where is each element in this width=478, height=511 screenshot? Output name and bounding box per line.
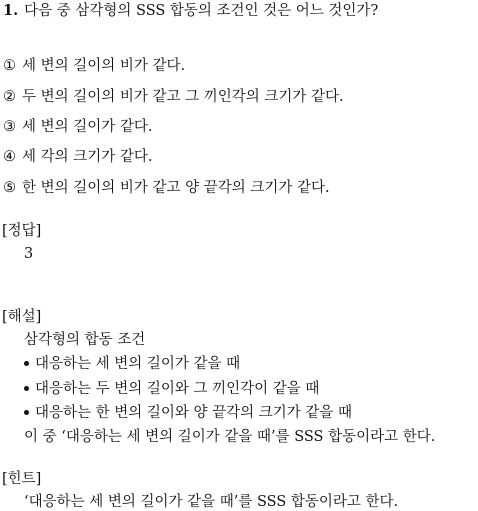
option-5 xyxy=(3,179,330,197)
question-text: 다음 중 삼각형의 SSS 합동의 조건인 것은 어느 것인가? xyxy=(24,3,379,19)
explanation-bullet-2 xyxy=(24,380,319,398)
explanation-bullet-3 xyxy=(24,404,352,422)
option-number: ② xyxy=(3,89,16,105)
question-number: 1. xyxy=(3,2,19,19)
option-text: 한 변의 길이의 비가 같고 양 끝각의 크기가 같다. xyxy=(22,180,330,196)
option-4 xyxy=(3,148,153,166)
option-number: ⑤ xyxy=(3,180,16,196)
option-3 xyxy=(3,118,153,136)
option-number: ① xyxy=(3,58,16,74)
option-2 xyxy=(3,88,344,106)
bullet-text: 대응하는 한 변의 길이와 양 끝각의 크기가 같을 때 xyxy=(35,405,353,421)
option-1 xyxy=(3,57,185,75)
bullet-icon xyxy=(24,410,29,415)
explanation-conclusion: 이 중 ‘대응하는 세 변의 길이가 같을 때’를 SSS 합동이라고 한다. xyxy=(24,429,436,445)
bullet-icon xyxy=(24,361,29,366)
option-text: 세 변의 길이의 비가 같다. xyxy=(22,58,186,74)
explanation-label: [해설] xyxy=(2,309,42,325)
answer-value: 3 xyxy=(24,246,34,262)
bullet-text: 대응하는 세 변의 길이가 같을 때 xyxy=(35,356,241,372)
bullet-icon xyxy=(24,386,29,391)
bullet-text: 대응하는 두 변의 길이와 그 끼인각이 같을 때 xyxy=(35,381,320,397)
answer-label: [정답] xyxy=(2,223,42,239)
option-number: ③ xyxy=(3,119,16,135)
explanation-bullet-1 xyxy=(24,355,240,373)
question-line xyxy=(3,2,378,20)
option-text: 세 변의 길이가 같다. xyxy=(22,119,153,135)
option-text: 세 각의 크기가 같다. xyxy=(22,149,153,165)
explanation-heading: 삼각형의 합동 조건 xyxy=(24,332,146,348)
option-text: 두 변의 길이의 비가 같고 그 끼인각의 크기가 같다. xyxy=(22,89,344,105)
hint-label: [힌트] xyxy=(2,471,42,487)
option-number: ④ xyxy=(3,149,16,165)
hint-text: ‘대응하는 세 변의 길이가 같을 때’를 SSS 합동이라고 한다. xyxy=(24,494,399,510)
